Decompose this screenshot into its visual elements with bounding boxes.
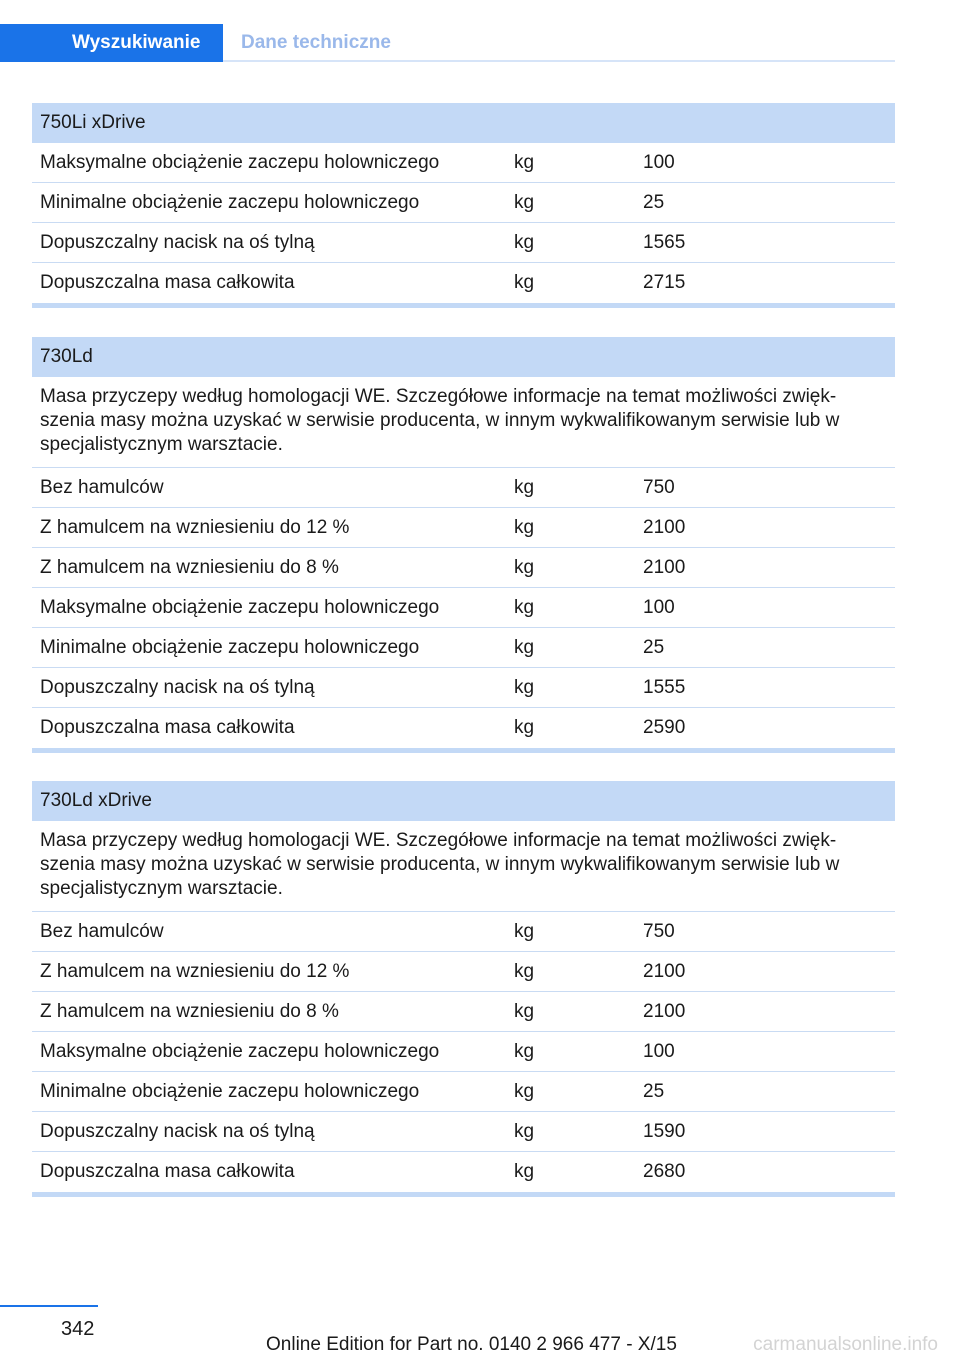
spec-table-730ld (32, 337, 895, 753)
row-unit: kg (514, 556, 535, 578)
table-row (32, 143, 895, 183)
row-label: Z hamulcem na wzniesieniu do 8 % (40, 1000, 339, 1022)
row-unit: kg (514, 272, 535, 293)
row-value: 2100 (643, 960, 686, 982)
table-row (32, 263, 895, 303)
row-label: Maksymalne obciążenie zaczepu holowniczego (40, 1040, 440, 1062)
row-value: 750 (643, 920, 675, 942)
table-row (32, 508, 895, 548)
row-value: 1565 (643, 231, 686, 253)
row-value: 25 (643, 1080, 665, 1102)
row-unit: kg (514, 717, 535, 738)
spec-table-750li-xdrive (32, 103, 895, 308)
table-title: 730Ld (32, 337, 895, 377)
table-row (32, 708, 895, 748)
row-label: Minimalne obciążenie zaczepu holowniczego (40, 636, 420, 658)
row-value: 2680 (643, 1161, 686, 1182)
watermark: carmanualsonline.info (753, 1334, 938, 1355)
table-bottom-bar (32, 303, 895, 308)
table-row (32, 1072, 895, 1112)
row-label: Bez hamulców (40, 920, 164, 942)
row-unit: kg (514, 476, 535, 498)
tab-wyszukiwanie[interactable]: Wyszukiwanie (0, 24, 223, 62)
table-row (32, 952, 895, 992)
table-note: Masa przyczepy według homologacji WE. Szczegółowe informacje na temat możliwości zwięk-szenia masy można uzyskać w serwisie producenta, w innym wykwalifikowanym serwisie lub w specjalistycznym warsztacie. (32, 377, 895, 468)
table-row (32, 992, 895, 1032)
row-value: 25 (643, 636, 665, 658)
row-value: 100 (643, 1040, 675, 1062)
table-row (32, 1112, 895, 1152)
row-value: 1555 (643, 676, 686, 698)
page-number: 342 (61, 1318, 95, 1340)
row-label: Z hamulcem na wzniesieniu do 8 % (40, 556, 339, 578)
table-row (32, 223, 895, 263)
row-value: 1590 (643, 1120, 686, 1142)
table-note: Masa przyczepy według homologacji WE. Szczegółowe informacje na temat możliwości zwięk-szenia masy można uzyskać w serwisie producenta, w innym wykwalifikowanym serwisie lub w specjalistycznym warsztacie. (32, 821, 895, 912)
row-unit: kg (514, 1161, 535, 1182)
row-label: Bez hamulców (40, 476, 164, 498)
table-row (32, 1152, 895, 1192)
row-label: Dopuszczalna masa całkowita (40, 272, 295, 293)
page-number-rule (0, 1305, 98, 1307)
row-unit: kg (514, 960, 535, 982)
row-label: Dopuszczalna masa całkowita (40, 717, 295, 738)
row-unit: kg (514, 1040, 535, 1062)
table-bottom-bar (32, 1192, 895, 1197)
row-unit: kg (514, 1000, 535, 1022)
row-label: Dopuszczalny nacisk na oś tylną (40, 231, 315, 253)
row-unit: kg (514, 1080, 535, 1102)
row-value: 2100 (643, 1000, 686, 1022)
row-unit: kg (514, 596, 535, 618)
row-label: Minimalne obciążenie zaczepu holowniczego (40, 191, 420, 213)
table-row (32, 912, 895, 952)
table-row (32, 588, 895, 628)
table-title: 730Ld xDrive (32, 781, 895, 821)
row-label: Dopuszczalny nacisk na oś tylną (40, 676, 315, 698)
table-row (32, 1032, 895, 1072)
row-unit: kg (514, 191, 535, 213)
row-value: 100 (643, 151, 675, 173)
top-navigation (0, 0, 895, 62)
row-unit: kg (514, 151, 535, 173)
row-value: 100 (643, 596, 675, 618)
table-bottom-bar (32, 748, 895, 753)
row-label: Maksymalne obciążenie zaczepu holowniczego (40, 596, 440, 618)
table-row (32, 548, 895, 588)
row-value: 750 (643, 476, 675, 498)
row-label: Dopuszczalna masa całkowita (40, 1161, 295, 1182)
row-unit: kg (514, 920, 535, 942)
row-unit: kg (514, 1120, 535, 1142)
row-unit: kg (514, 516, 535, 538)
table-row (32, 468, 895, 508)
row-label: Z hamulcem na wzniesieniu do 12 % (40, 516, 350, 538)
row-label: Minimalne obciążenie zaczepu holowniczego (40, 1080, 420, 1102)
table-row (32, 668, 895, 708)
spec-table-730ld-xdrive (32, 781, 895, 1197)
row-value: 25 (643, 191, 665, 213)
row-label: Z hamulcem na wzniesieniu do 12 % (40, 960, 350, 982)
nav-underline (223, 60, 895, 62)
table-title: 750Li xDrive (32, 103, 895, 143)
row-value: 2100 (643, 556, 686, 578)
table-row (32, 628, 895, 668)
tab-dane-techniczne[interactable]: Dane techniczne (241, 32, 391, 53)
row-value: 2590 (643, 717, 686, 738)
row-label: Maksymalne obciążenie zaczepu holowniczego (40, 151, 440, 173)
row-label: Dopuszczalny nacisk na oś tylną (40, 1120, 315, 1142)
row-value: 2100 (643, 516, 686, 538)
row-unit: kg (514, 676, 535, 698)
row-value: 2715 (643, 272, 686, 293)
table-row (32, 183, 895, 223)
row-unit: kg (514, 636, 535, 658)
row-unit: kg (514, 231, 535, 253)
edition-note: Online Edition for Part no. 0140 2 966 477 - X/15 (266, 1334, 677, 1355)
